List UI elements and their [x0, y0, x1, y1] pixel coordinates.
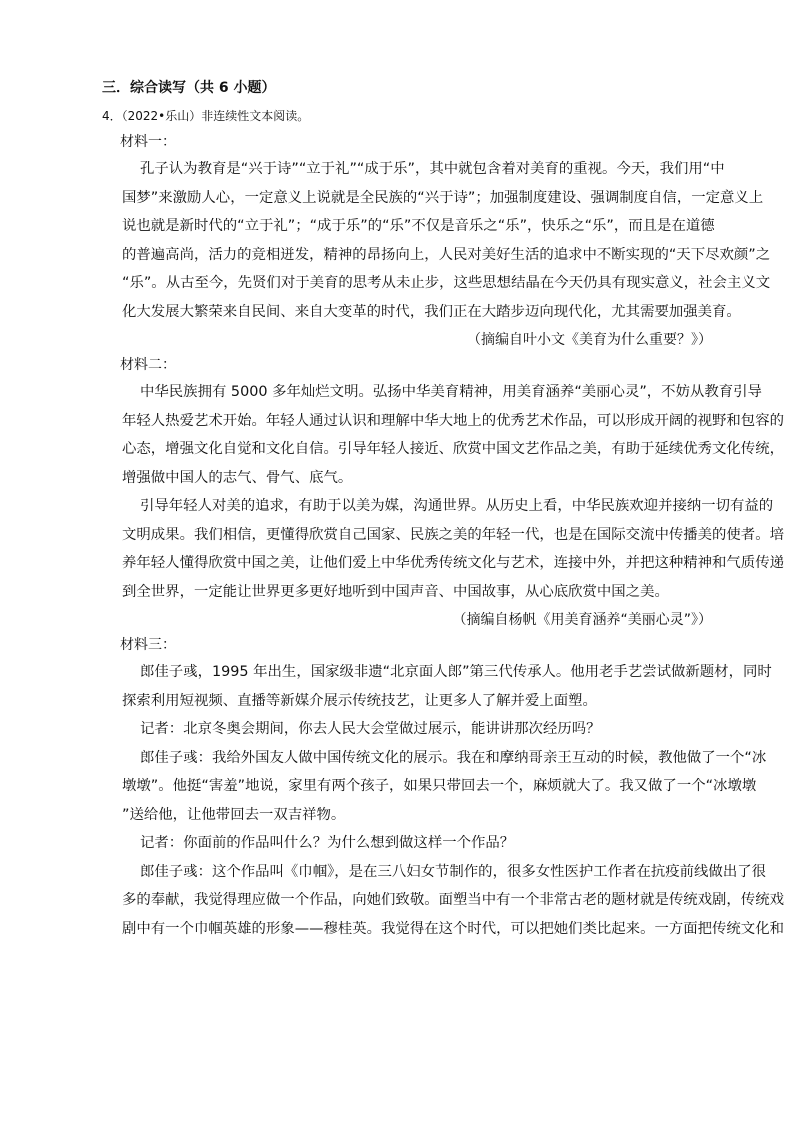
text-line: 中华民族拥有 5000 多年灿烂文明。弘扬中华美育精神，用美育涵养“美丽心灵”，不妨从教育引导 — [140, 384, 762, 400]
text-line: 多的奉献，我觉得理应做一个作品，向她们致敬。面塑当中有一个非常古老的题材就是传统戏剧，传统戏 — [122, 892, 784, 908]
material-1-source: （摘编自叶小文《美育为什么重要？》） — [467, 332, 712, 348]
text-line: 增强做中国人的志气、骨气、底气。 — [122, 469, 353, 486]
document-content — [102, 78, 784, 943]
text-line: 国梦”来激励人心，一定意义上说就是全民族的“兴于诗”；加强制度建设、强调制度自信，一定意义上 — [122, 189, 764, 206]
text-line: 文明成果。我们相信，更懂得欣赏自己国家、民族之美的年轻一代，也是在国际交流中传播美的使者。培 — [122, 526, 784, 543]
text-line: 孔子认为教育是“兴于诗”“立于礼”“成于乐”，其中就包含着对美育的重视。今天，我们用“中 — [140, 161, 725, 177]
interview-answer-2 — [102, 858, 784, 944]
text-line: 郎佳子彧：我给外国友人做中国传统文化的展示。我在和摩纳哥亲王互动的时候，教他做了一个“冰 — [140, 749, 767, 766]
interview-question-1 — [102, 715, 714, 744]
text-line: 养年轻人懂得欣赏中国之美，让他们爱上中华优秀传统文化与艺术，连接中外，并把这种精神和气质传递 — [122, 555, 784, 571]
text-line: 记者：你面前的作品叫什么？为什么想到做这样一个作品？ — [140, 835, 515, 851]
text-line: 剧中有一个巾帼英雄的形象——穆桂英。我觉得在这个时代，可以把她们类比起来。一方面把传统文化和 — [122, 920, 784, 937]
text-line: 墩墩”。他挺“害羞”地说，家里有两个孩子，如果只带回去一个，麻烦就大了。我又做了一个“冰墩墩 — [122, 778, 757, 794]
text-line: 记者：北京冬奥会期间，你去人民大会堂做过展示，能讲讲那次经历吗？ — [140, 721, 601, 737]
text-line: “乐”。从古至今，先贤们对于美育的思考从未止步，这些思想结晶在今天仍具有现实意义，社会主义文 — [122, 275, 771, 291]
text-line: 郎佳子彧，1995 年出生，国家级非遗“北京面人郎”第三代传承人。他用老手艺尝试做新题材，同时 — [140, 664, 772, 680]
material-3-intro — [102, 658, 772, 715]
material-1-label: 材料一： — [120, 134, 176, 150]
text-line: 郎佳子彧：这个作品叫《巾帼》，是在三八妇女节制作的，很多女性医护工作者在抗疫前线做出了很 — [140, 863, 766, 880]
material-2-label: 材料二： — [120, 357, 176, 373]
material-1-paragraph — [102, 155, 771, 326]
text-line: 探索利用短视频、直播等新媒介展示传统技艺，让更多人了解并爱上面塑。 — [122, 692, 597, 709]
interview-answer-1 — [102, 744, 767, 830]
text-line: 心态，增强文化自觉和文化自信。引导年轻人接近、欣赏中国文艺作品之美，有助于延续优秀文化传统， — [122, 441, 784, 457]
material-2-paragraph-2 — [102, 492, 784, 606]
section-title: 三．综合读写（共 6 小题） — [102, 80, 276, 96]
material-2-source: （摘编自杨帆《用美育涵养“美丽心灵”》） — [452, 612, 712, 628]
text-line: 化大发展大繁荣来自民间、来自大变革的时代，我们正在大踏步迈向现代化，尤其需要加强美育。 — [122, 303, 741, 320]
material-3-label: 材料三： — [120, 637, 176, 653]
text-line: ”送给他，让他带回去一双吉祥物。 — [122, 806, 346, 823]
material-2-paragraph-1 — [102, 378, 784, 492]
text-line: 到全世界，一定能让世界更多更好地听到中国声音、中国故事，从心底欣赏中国之美。 — [122, 583, 669, 600]
text-line: 说也就是新时代的“立于礼”；“成于乐”的“乐”不仅是音乐之“乐”，快乐之“乐”，而且是在道德 — [122, 218, 715, 234]
interview-question-2 — [102, 829, 714, 858]
text-line: 年轻人热爱艺术开始。年轻人通过认识和理解中华大地上的优秀艺术作品，可以形成开阔的视野和包容的 — [122, 412, 784, 429]
text-line: 引导年轻人对美的追求，有助于以美为媒，沟通世界。从历史上看，中华民族欢迎并接纳一切有益的 — [140, 498, 774, 514]
question-heading: 4．（2022•乐山）非连续性文本阅读。 — [102, 109, 310, 123]
text-line: 的普遍高尚，活力的竞相迸发，精神的昂扬向上，人民对美好生活的追求中不断实现的“天下尽欢颜”之 — [122, 246, 771, 263]
